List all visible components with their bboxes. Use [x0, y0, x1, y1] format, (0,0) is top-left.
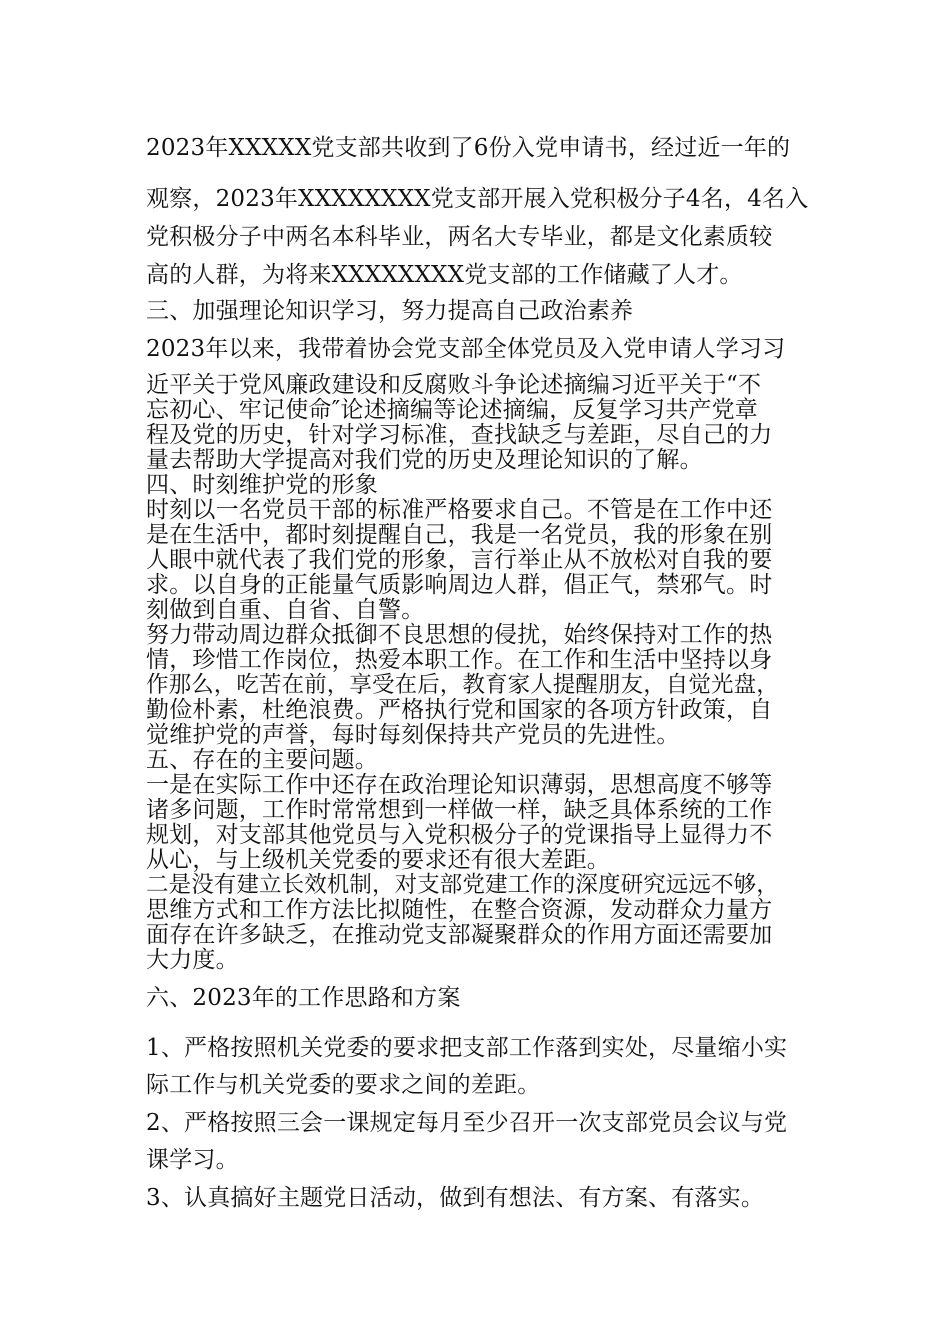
body-text-line: 2023年以来，我带着协会党支部全体党员及入党申请人学习习: [146, 336, 786, 362]
body-text-line: 际工作与机关党委的要求之间的差距。: [146, 1072, 541, 1098]
body-text-line: 作那么，吃苦在前，享受在后，教育家人提醒朋友，自觉光盘，: [146, 672, 779, 698]
body-text-line: 勤俭朴素，杜绝浪费。严格执行党和国家的各项方针政策，自: [146, 697, 773, 723]
body-text-line: 规划，对支部其他党员与入党积极分子的党课指导上显得力不: [146, 822, 773, 848]
body-text-line: 诸多问题，工作时常常想到一样做一样，缺乏具体系统的工作: [146, 797, 773, 823]
body-text-line: 大力度。: [146, 947, 239, 973]
body-text-line: 程及党的历史，针对学习标准，查找缺乏与差距，尽自己的力: [146, 422, 773, 448]
body-text-line: 从心，与上级机关党委的要求还有很大差距。: [146, 847, 610, 873]
body-text-line: 情，珍惜工作岗位，热爱本职工作。在工作和生活中坚持以身: [146, 647, 773, 673]
body-text-line: 求。以自身的正能量气质影响周边人群，倡正气，禁邪气。时: [146, 572, 773, 598]
body-text-line: 一是在实际工作中还存在政治理论知识薄弱，思想高度不够等: [146, 772, 773, 798]
body-text-line: 课学习。: [146, 1147, 239, 1173]
body-text-line: 忘初心、牢记使命″论述摘编等论述摘编，反复学习共产党章: [146, 397, 758, 423]
body-text-line: 3、认真搞好主题党日活动，做到有想法、有方案、有落实。: [146, 1185, 765, 1211]
body-text-line: 二是没有建立长效机制，对支部党建工作的深度研究远远不够，: [146, 872, 779, 898]
body-text-line: 2、严格按照三会一课规定每月至少召开一次支部党员会议与党: [146, 1110, 788, 1136]
body-text-line: 量去帮助大学提高对我们党的历史及理论知识的了解。: [146, 447, 703, 473]
body-text-line: 时刻以一名党员干部的标准严格要求自己。不管是在工作中还: [146, 497, 773, 523]
body-text-line: 高的人群，为将来XXXXXXXX党支部的工作储藏了人才。: [146, 262, 743, 288]
section-heading: 六、2023年的工作思路和方案: [146, 985, 461, 1011]
body-text-line: 觉维护党的声誉，每时每刻保持共产党员的先进性。: [146, 722, 680, 748]
body-text-line: 努力带动周边群众抵御不良思想的侵扰，始终保持对工作的热: [146, 622, 773, 648]
body-text-line: 是在生活中，都时刻提醒自己，我是一名党员，我的形象在别: [146, 522, 773, 548]
body-text-line: 党积极分子中两名本科毕业，两名大专毕业，都是文化素质较: [146, 224, 773, 250]
body-text-line: 近平关于党风廉政建设和反腐败斗争论述摘编习近平关于“不: [146, 372, 762, 398]
section-heading: 五、存在的主要问题。: [146, 747, 378, 773]
body-text-line: 思维方式和工作方法比拟随性，在整合资源，发动群众力量方: [146, 897, 773, 923]
body-text-line: 2023年XXXXX党支部共收到了6份入党申请书，经过近一年的: [146, 135, 791, 161]
body-text-line: 人眼中就代表了我们党的形象，言行举止从不放松对自我的要: [146, 547, 773, 573]
body-text-line: 面存在许多缺乏，在推动党支部凝聚群众的作用方面还需要加: [146, 922, 773, 948]
section-heading: 三、加强理论知识学习，努力提高自己政治素养: [146, 298, 634, 324]
body-text-line: 1、严格按照机关党委的要求把支部工作落到实处，尽量缩小实: [146, 1035, 788, 1061]
section-heading: 四、时刻维护党的形象: [146, 472, 378, 498]
body-text-line: 刻做到自重、自省、自警。: [146, 597, 425, 623]
body-text-line: 观察，2023年XXXXXXXX党支部开展入党积极分子4名，4名入: [146, 186, 809, 212]
